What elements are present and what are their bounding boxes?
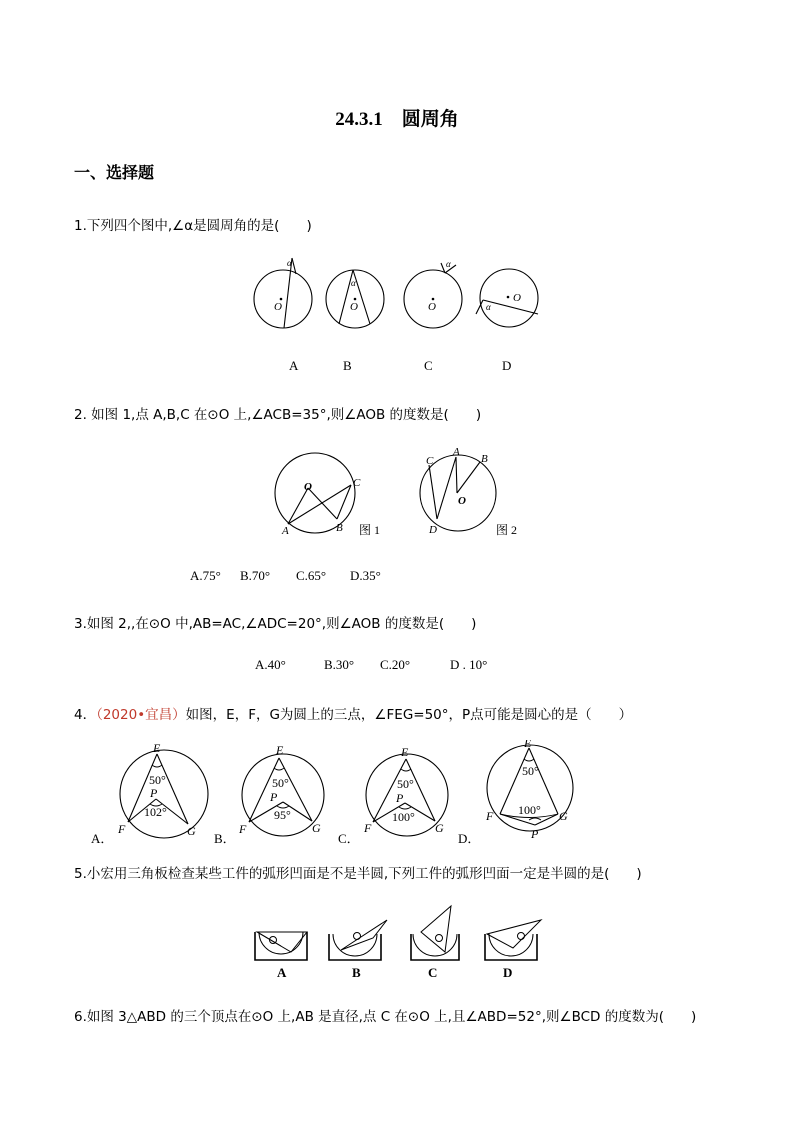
q4-number: 4． <box>74 707 97 723</box>
q4-c-option: C． <box>338 831 360 845</box>
question-5-figures <box>245 902 545 962</box>
q2-option-b[interactable]: B.70° <box>240 568 271 583</box>
q4-a-p-angle: 102° <box>144 805 167 819</box>
q5-figure-b <box>329 920 387 960</box>
q4-figure-c <box>338 745 448 845</box>
q4-b-p: P <box>270 790 278 804</box>
q1-d-alpha: α <box>486 302 491 312</box>
q4-a-f: F <box>118 822 126 836</box>
question-2-options <box>0 568 794 584</box>
q4-b-e: E <box>276 743 284 757</box>
q4-d-g: G <box>559 809 568 823</box>
q2-option-a[interactable]: A.75° <box>190 568 221 583</box>
question-1-figures <box>240 252 560 332</box>
q4-source: （2020•宜昌） <box>96 707 186 723</box>
q4-a-option: A． <box>91 831 114 845</box>
q4-c-f: F <box>364 821 372 835</box>
q4-b-option: B． <box>214 831 236 845</box>
q1-d-center: O <box>513 292 521 304</box>
q4-d-f: F <box>486 809 494 823</box>
q4-c-p: P <box>396 791 404 805</box>
q4-d-p: P <box>531 827 539 841</box>
q5-label-a: A <box>277 965 287 980</box>
q4-b-p-angle: 95° <box>274 808 291 822</box>
q4-figure-d <box>458 740 573 845</box>
question-3-options <box>0 657 794 673</box>
q2-f2-b: B <box>481 453 488 465</box>
q2-f1-a: A <box>282 525 289 537</box>
section-heading: 一、选择题 <box>74 163 155 182</box>
q1-label-a: A <box>289 358 299 373</box>
q2-option-c[interactable]: C.65° <box>296 568 327 583</box>
q4-d-option: D． <box>458 831 481 845</box>
q2-f2-d: D <box>429 524 437 536</box>
q1-c-center: O <box>428 301 436 313</box>
question-5-option-labels <box>0 965 794 981</box>
q2-f1-o: O <box>304 481 312 493</box>
q1-figure-d <box>476 269 538 327</box>
q4-c-p-angle: 100° <box>392 810 415 824</box>
q2-f1-caption: 图 1 <box>359 523 381 537</box>
q4-c-g: G <box>435 821 444 835</box>
q4-d-e: E <box>524 740 532 750</box>
q1-figure-a <box>254 258 312 328</box>
q5-label-d: D <box>503 965 513 980</box>
page-title: 24.3.1 圆周角 <box>335 109 459 130</box>
question-5-text: 5.小宏用三角板检查某些工件的弧形凹面是不是半圆,下列工件的弧形凹面一定是半圆的是( ) <box>74 866 642 882</box>
q1-label-b: B <box>343 358 352 373</box>
q4-b-f: F <box>239 822 247 836</box>
q3-option-d[interactable]: D . 10° <box>450 657 488 672</box>
q4-c-e: E <box>401 745 409 759</box>
q4-a-e: E <box>153 741 161 755</box>
q1-label-c: C <box>424 358 433 373</box>
q4-b-g: G <box>312 821 321 835</box>
q1-b-center: O <box>350 301 358 313</box>
q2-f1-b: B <box>336 522 343 534</box>
question-2-text: 2. 如图 1,点 A,B,C 在⊙O 上,∠ACB=35°,则∠AOB 的度数是( ) <box>74 407 482 423</box>
q4-a-p: P <box>150 786 158 800</box>
q1-b-alpha: α <box>351 278 356 288</box>
q1-figure-c <box>404 259 462 328</box>
q4-d-p-angle: 100° <box>518 803 541 817</box>
q2-figure-2 <box>420 446 517 537</box>
question-6-text: 6.如图 3△ABD 的三个顶点在⊙O 上,AB 是直径,点 C 在⊙O 上,且∠ABD=52°,则∠BCD 的度数为( ) <box>74 1009 697 1025</box>
question-4-text <box>74 703 632 723</box>
q1-figure-b <box>326 270 384 328</box>
question-3-text: 3.如图 2,,在⊙O 中,AB=AC,∠ADC=20°,则∠AOB 的度数是( ) <box>74 616 477 632</box>
q4-d-top-angle: 50° <box>522 764 539 778</box>
q2-option-d[interactable]: D.35° <box>350 568 381 583</box>
q1-label-d: D <box>502 358 512 373</box>
q5-label-b: B <box>352 965 361 980</box>
q5-figure-d <box>485 920 541 960</box>
q5-label-c: C <box>428 965 438 980</box>
question-1-option-labels <box>0 358 794 374</box>
q5-figure-a <box>255 932 307 960</box>
q4-a-top-angle: 50° <box>149 773 166 787</box>
q2-f1-c: C <box>353 477 361 489</box>
question-4-figures <box>86 740 586 845</box>
q4-figure-a <box>91 741 208 845</box>
question-2-figures <box>268 440 538 540</box>
q4-body: 如图，E，F，G为圆上的三点，∠FEG=50°，P点可能是圆心的是（ ） <box>185 707 633 723</box>
q5-figure-c <box>411 906 459 960</box>
question-1-text: 1.下列四个图中,∠α是圆周角的是( ) <box>74 218 312 234</box>
q4-figure-b <box>214 743 324 845</box>
q3-option-c[interactable]: C.20° <box>380 657 411 672</box>
q2-f2-o: O <box>458 495 466 507</box>
q1-a-alpha: α <box>287 258 292 268</box>
q2-f2-c: C <box>426 455 434 467</box>
q4-c-top-angle: 50° <box>397 777 414 791</box>
q1-a-center: O <box>274 301 282 313</box>
q3-option-b[interactable]: B.30° <box>324 657 355 672</box>
q4-a-g: G <box>187 824 196 838</box>
q3-option-a[interactable]: A.40° <box>255 657 286 672</box>
q2-f2-caption: 图 2 <box>496 523 518 537</box>
q1-c-alpha: α <box>446 259 451 269</box>
q2-f2-a: A <box>453 446 460 458</box>
q4-b-top-angle: 50° <box>272 776 289 790</box>
q2-figure-1 <box>275 453 380 537</box>
